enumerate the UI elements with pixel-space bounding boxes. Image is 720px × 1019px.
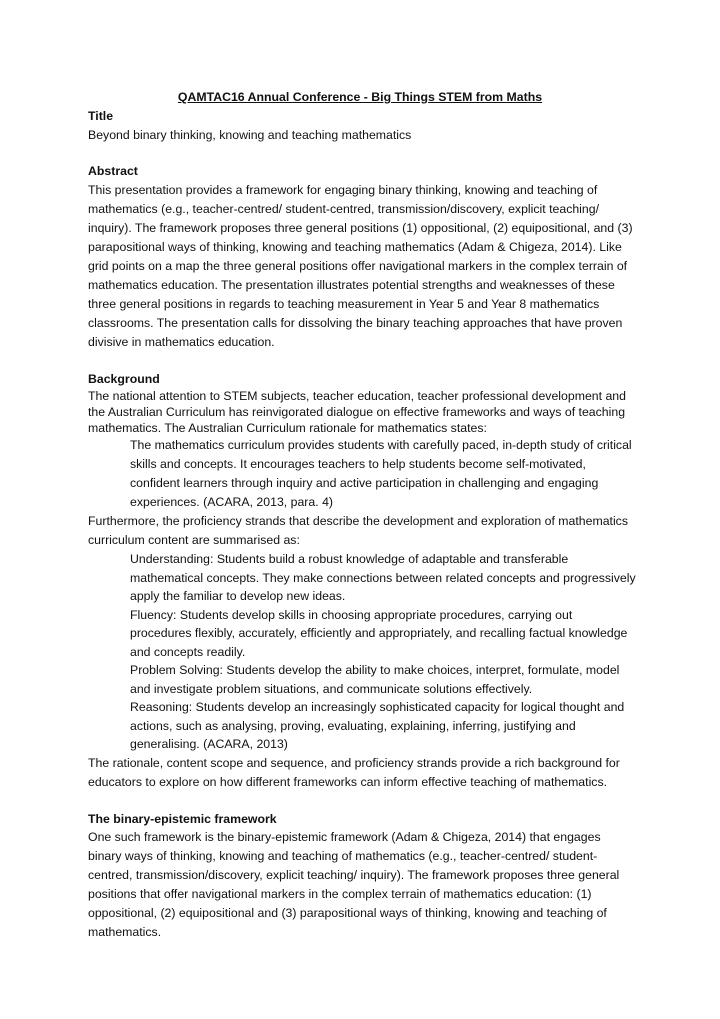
abstract-text: This presentation provides a framework for engaging binary thinking, knowing and teaching of mathematics (e.g., teacher-centred/ student-centred, transmission/discovery, explicit teaching/ inquiry). The framework proposes three general positions (1) oppositional, (2) equipositional, and (3) parapositional ways of thinking, knowing and teaching mathematics (Adam & Chigeza, 2014). Like grid points on a map the three general positions offer navigational markers in the complex terrain of mathematics education. The presentation illustrates potential strengths and weaknesses of these three general positions in regards to teaching measurement in Year 5 and Year 8 mathematics classrooms. The presentation calls for dissolving the binary teaching approaches that have proven divisive in mathematics education.	[88, 182, 633, 349]
abstract-heading: Abstract	[88, 164, 138, 178]
background-closing: The rationale, content scope and sequence, and proficiency strands provide a rich background for educators to explore on how different frameworks can inform effective teaching of mathematics.	[88, 755, 620, 789]
framework-text: One such framework is the binary-epistemic framework (Adam & Chigeza, 2014) that engages binary ways of thinking, knowing and teaching of mathematics (e.g., teacher-centred/ student-centred, transmission/discovery, explicit teaching/ inquiry). The framework proposes three general positions that offer navigational markers in the complex terrain of mathematics education: (1) oppositional, (2) equipositional and (3) parapositional ways of thinking, knowing and teaching of mathematics.	[88, 830, 620, 939]
strand-fluency: Fluency: Students develop skills in choosing appropriate procedures, carrying out procedures flexibly, accurately, efficiently and appropriately, and recalling factual knowledge and concepts readily.	[130, 607, 628, 659]
background-intro: The national attention to STEM subjects, teacher education, teacher professional development and the Australian Curriculum has reinvigorated dialogue on effective frameworks and ways of teaching mathematics. The Australian Curriculum rationale for mathematics states:	[88, 389, 626, 435]
title-heading: Title	[88, 109, 114, 123]
background-heading: Background	[88, 371, 160, 386]
strand-problem-solving: Problem Solving: Students develop the ability to make choices, interpret, formulate, model and investigate problem situations, and communicate solutions effectively.	[130, 663, 620, 696]
strand-reasoning: Reasoning: Students develop an increasingly sophisticated capacity for logical thought and actions, such as analysing, proving, evaluating, explaining, inferring, justifying and generalising. (ACARA, 2013)	[130, 700, 625, 751]
document-body	[88, 107, 636, 942]
conference-title: QAMTAC16 Annual Conference - Big Things STEM from Maths	[177, 90, 543, 104]
strand-understanding: Understanding: Students build a robust knowledge of adaptable and transferable mathematical concepts. They make connections between related concepts and progressively apply the familiar to develop new ideas.	[130, 552, 636, 603]
presentation-title: Beyond binary thinking, knowing and teaching mathematics	[88, 127, 412, 142]
curriculum-quote: The mathematics curriculum provides students with carefully paced, in-depth study of critical skills and concepts. It encourages teachers to help students become self-motivated, confident learners through inquiry and active participation in challenging and engaging experiences. (ACARA, 2013, para. 4)	[130, 438, 632, 509]
framework-heading: The binary-epistemic framework	[88, 811, 277, 826]
background-middle: Furthermore, the proficiency strands that describe the development and exploration of mathematics curriculum content are summarised as:	[88, 514, 628, 547]
